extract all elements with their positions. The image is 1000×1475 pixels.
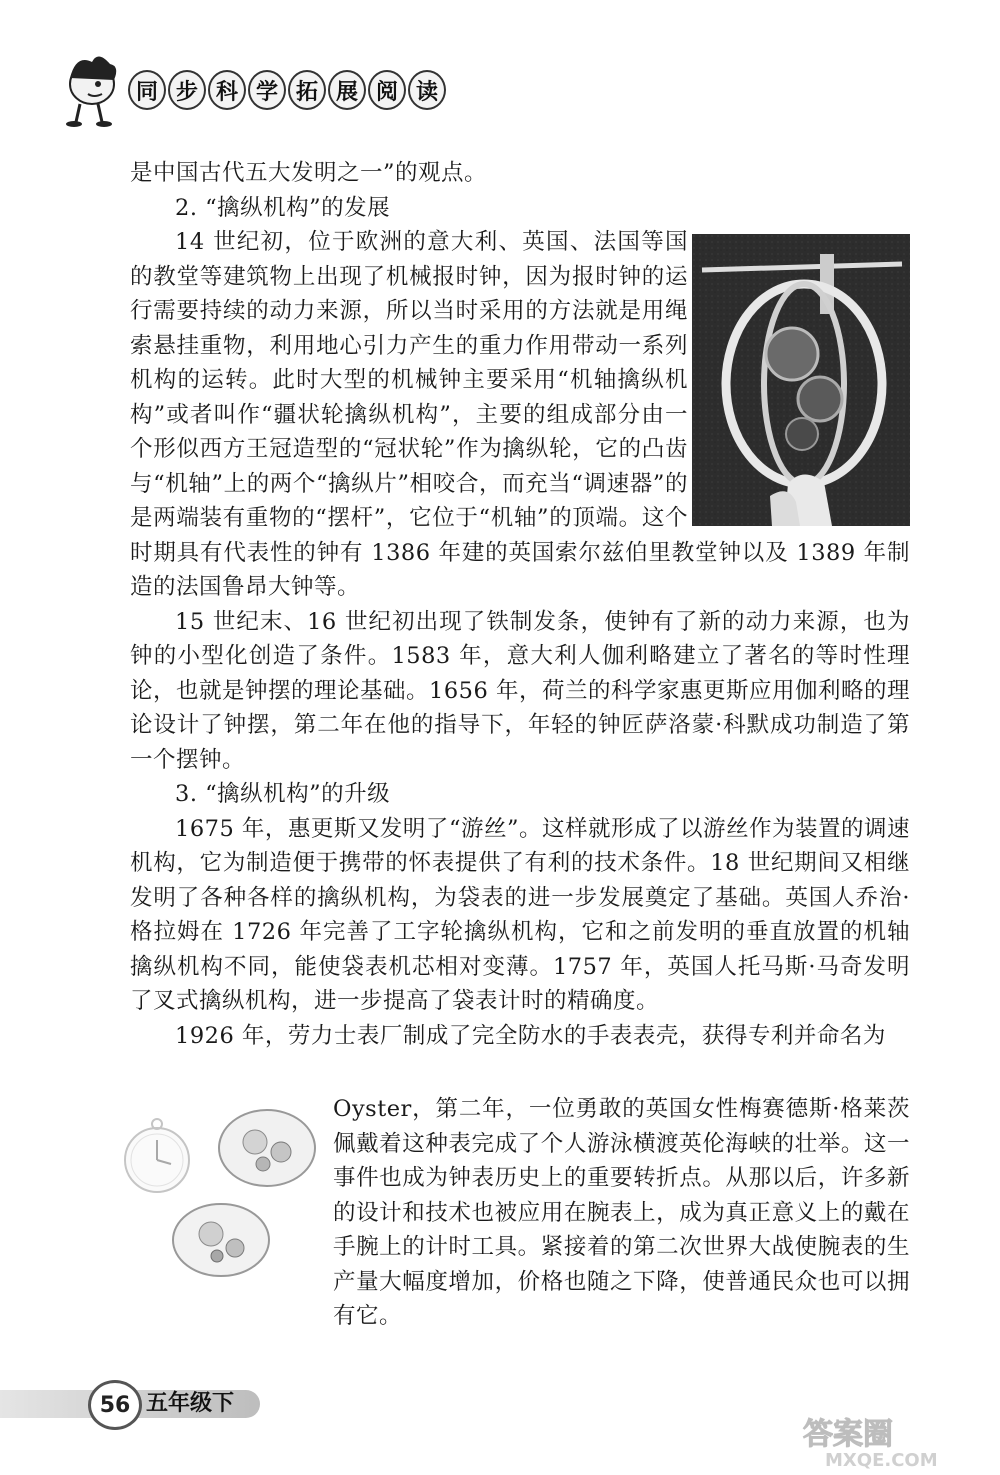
paragraph-hairspring: 1675 年，惠更斯又发明了“游丝”。这样就形成了以游丝作为装置的调速机构，它为制造便于携带的怀表提供了有利的技术条件。18 世纪期间又相继发明了各种各样的擒纵机构，为袋表的进一步发展奠定了基础。英国人乔治·格拉姆在 1726 年完善了工字轮擒纵机构，它和之前发明的垂直放置的机轴擒纵机构不同，能使袋表机芯相对变薄。1757 年，英国人托马斯·马奇发明了叉式擒纵机构，进一步提高了袋表计时的精确度。 xyxy=(130,815,910,1014)
series-title-char: 拓 xyxy=(288,70,326,110)
svg-text:MXQE.COM: MXQE.COM xyxy=(825,1450,938,1470)
svg-text:答案圈: 答案圈 xyxy=(803,1417,893,1452)
book-header xyxy=(58,48,438,128)
intro-text-block xyxy=(130,156,690,225)
paragraph-continuation: 是中国古代五大发明之一”的观点。 xyxy=(130,160,488,186)
series-title xyxy=(128,70,446,110)
page-number: 56 xyxy=(88,1380,142,1430)
paragraph-escapement-development-visible: 14 世纪初，位于欧洲的意大利、英国、法国等国的教堂等建筑物上出现了机械报时钟，因为报时钟的运行需要持续的动力来源，所以当时采用的方法就是用绳索悬挂重物，利用地心引力产生的重力作用带动一系列机构的运转。此时大型的机械钟主要采用“机轴擒纵机构”或者叫作“疆状轮擒纵机构”，主要的组成部分由一个形似西方王冠造型的“冠状轮”作为擒纵轮，它的凸齿与“机轴”上的两个“擒纵片”相咬合，而充当“调速器”的是两端装有重物的“摆杆”，它位于“机轴”的顶端。这个时期具有代表性的钟有 1386 年建的英国索尔兹伯里教堂钟以及 1389 年制造的法国鲁昂大钟等。 xyxy=(130,229,910,600)
series-title-char: 步 xyxy=(168,70,206,110)
section-heading-2: 2. “擒纵机构”的发展 xyxy=(175,194,391,221)
paragraph-spring-pendulum: 15 世纪末、16 世纪初出现了铁制发条，使钟有了新的动力来源，也为钟的小型化创造了条件。1583 年，意大利人伽利略建立了著名的等时性理论，也就是钟摆的理论基础。1656 年，荷兰的科学家惠更斯应用伽利略的理论设计了钟摆，第二年在他的指导下，年轻的钟匠萨洛蒙·科默成功制造了第一个摆钟。 xyxy=(130,608,910,773)
series-title-char: 学 xyxy=(248,70,286,110)
page-footer xyxy=(0,1370,1000,1470)
series-title-char: 展 xyxy=(328,70,366,110)
watermark-logo-icon xyxy=(795,1410,985,1470)
series-title-char: 阅 xyxy=(368,70,406,110)
series-title-char: 科 xyxy=(208,70,246,110)
paragraph-rolex-continued: Oyster，第二年，一位勇敢的英国女性梅赛德斯·格莱茨佩戴着这种表完成了个人游泳横渡英伦海峡的壮举。这一事件也成为钟表历史上的重要转折点。从那以后，许多新的设计和技术也被应用在腕表上，成为真正意义上的戴在手腕上的计时工具。紧接着的第二次世界大战使腕表的生产量大幅度增加，价格也随之下降，使普通民众也可以拥有它。 xyxy=(333,1096,910,1329)
verge-escapement-clock-figure xyxy=(692,234,910,526)
grade-label: 五年级下 xyxy=(146,1391,235,1416)
series-title-char: 读 xyxy=(408,70,446,110)
cartoon-mascot-icon xyxy=(58,48,122,128)
series-title-char: 同 xyxy=(128,70,166,110)
section-heading-3: 3. “擒纵机构”的升级 xyxy=(175,781,391,807)
paragraph-rolex-intro: 1926 年，劳力士表厂制成了完全防水的手表表壳，获得专利并命名为 xyxy=(175,1022,886,1049)
rolex-text-block xyxy=(333,1092,910,1334)
watch-movements-figure xyxy=(117,1100,325,1280)
